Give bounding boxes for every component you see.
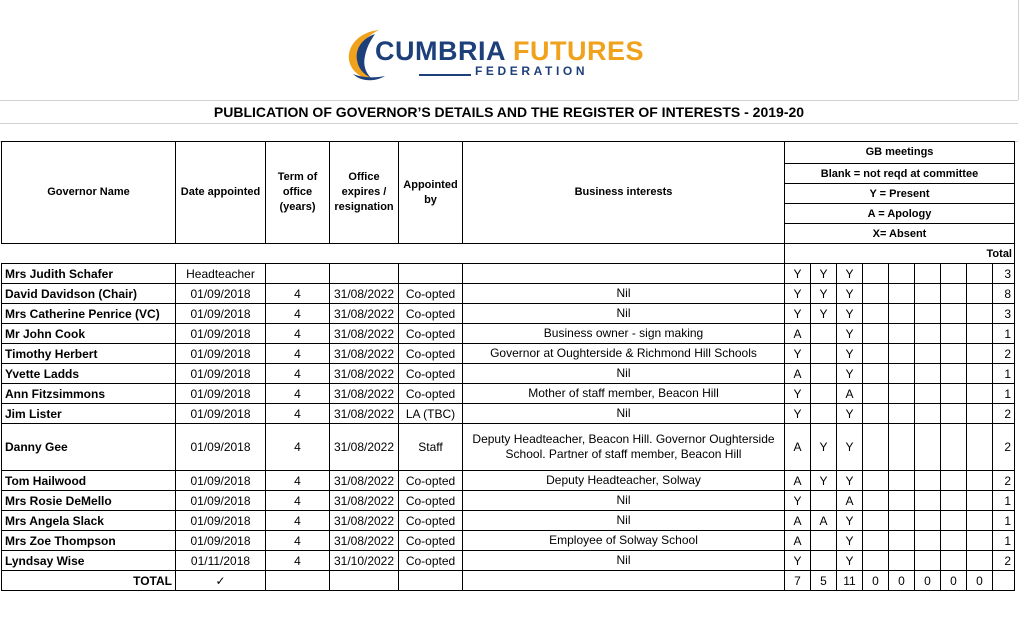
office-expires-cell: 31/08/2022: [330, 364, 399, 384]
attendance-cell: Y: [785, 284, 811, 304]
governor-name-cell: Mrs Zoe Thompson: [2, 531, 176, 551]
attendance-cell: [967, 424, 993, 471]
attendance-cell: Y: [837, 471, 863, 491]
attendance-cell: [967, 511, 993, 531]
attendance-cell: [941, 511, 967, 531]
office-expires-cell: 31/08/2022: [330, 324, 399, 344]
attendance-cell: [915, 531, 941, 551]
attendance-cell: [889, 304, 915, 324]
attendance-cell: Y: [837, 344, 863, 364]
attendance-cell: Y: [837, 324, 863, 344]
business-interests-cell: Nil: [463, 364, 785, 384]
header-business-interests: Business interests: [463, 142, 785, 244]
business-interests-cell: Governor at Oughterside & Richmond Hill Schools: [463, 344, 785, 364]
term-cell: 4: [266, 491, 330, 511]
header-appointed-by: Appointed by: [399, 142, 463, 244]
governor-name-cell: Mrs Catherine Penrice (VC): [2, 304, 176, 324]
attendance-cell: Y: [785, 384, 811, 404]
appointed-by-cell: Co-opted: [399, 551, 463, 571]
attendance-cell: [967, 324, 993, 344]
totals-row: [2, 571, 1015, 591]
appointed-by-cell: Co-opted: [399, 284, 463, 304]
header-office-expires: Office expires / resignation: [330, 142, 399, 244]
attendance-cell: [889, 471, 915, 491]
date-appointed-cell: 01/11/2018: [176, 551, 266, 571]
attendance-cell: Y: [811, 304, 837, 324]
total-cell: 1: [993, 511, 1015, 531]
office-expires-cell: 31/08/2022: [330, 344, 399, 364]
appointed-by-cell: Co-opted: [399, 471, 463, 491]
table-row: [2, 384, 1015, 404]
attendance-cell: [967, 304, 993, 324]
attendance-cell: [811, 364, 837, 384]
total-cell: 2: [993, 404, 1015, 424]
table-row: [2, 264, 1015, 284]
attendance-cell: [941, 551, 967, 571]
attendance-cell: [889, 344, 915, 364]
governor-name-cell: David Davidson (Chair): [2, 284, 176, 304]
attendance-cell: [941, 424, 967, 471]
grand-total-cell: [993, 571, 1015, 591]
term-cell: 4: [266, 404, 330, 424]
attendance-total-cell: 0: [915, 571, 941, 591]
attendance-cell: Y: [837, 404, 863, 424]
attendance-cell: [915, 424, 941, 471]
governor-name-cell: Mr John Cook: [2, 324, 176, 344]
attendance-cell: A: [785, 531, 811, 551]
attendance-cell: [811, 531, 837, 551]
attendance-cell: A: [785, 471, 811, 491]
attendance-cell: [967, 384, 993, 404]
term-cell: 4: [266, 284, 330, 304]
governor-name-cell: Tom Hailwood: [2, 471, 176, 491]
table-row: [2, 404, 1015, 424]
business-interests-cell: Deputy Headteacher, Solway: [463, 471, 785, 491]
date-appointed-cell: 01/09/2018: [176, 471, 266, 491]
attendance-cell: [915, 304, 941, 324]
attendance-total-cell: 5: [811, 571, 837, 591]
governor-name-cell: Mrs Angela Slack: [2, 511, 176, 531]
date-appointed-cell: 01/09/2018: [176, 384, 266, 404]
governor-name-cell: Yvette Ladds: [2, 364, 176, 384]
header-total: Total: [785, 244, 1015, 264]
attendance-cell: A: [811, 511, 837, 531]
spacer-cell: [2, 244, 785, 264]
date-appointed-cell: 01/09/2018: [176, 324, 266, 344]
office-expires-cell: 31/10/2022: [330, 551, 399, 571]
attendance-cell: [941, 364, 967, 384]
empty-cell: [266, 571, 330, 591]
attendance-total-cell: 0: [967, 571, 993, 591]
document-title: PUBLICATION OF GOVERNOR’S DETAILS AND THE REGISTER OF INTERESTS - 2019-20: [213, 104, 805, 120]
business-interests-cell: Mother of staff member, Beacon Hill: [463, 384, 785, 404]
attendance-cell: [863, 471, 889, 491]
date-appointed-cell: 01/09/2018: [176, 424, 266, 471]
attendance-cell: [941, 491, 967, 511]
attendance-cell: Y: [785, 304, 811, 324]
office-expires-cell: 31/08/2022: [330, 531, 399, 551]
governor-name-cell: Ann Fitzsimmons: [2, 384, 176, 404]
attendance-cell: A: [837, 384, 863, 404]
term-cell: 4: [266, 511, 330, 531]
attendance-cell: Y: [811, 284, 837, 304]
attendance-cell: [863, 344, 889, 364]
attendance-cell: [915, 384, 941, 404]
table-row: [2, 471, 1015, 491]
appointed-by-cell: Co-opted: [399, 384, 463, 404]
table-row: [2, 364, 1015, 384]
governor-name-cell: Mrs Rosie DeMello: [2, 491, 176, 511]
governor-name-cell: Mrs Judith Schafer: [2, 264, 176, 284]
total-cell: 1: [993, 364, 1015, 384]
attendance-cell: [889, 384, 915, 404]
business-interests-cell: Nil: [463, 404, 785, 424]
total-cell: 1: [993, 324, 1015, 344]
attendance-cell: A: [785, 324, 811, 344]
attendance-cell: [967, 551, 993, 571]
header-gb-meetings: GB meetings: [785, 142, 1015, 164]
attendance-cell: [967, 284, 993, 304]
term-cell: [266, 264, 330, 284]
attendance-cell: [915, 471, 941, 491]
date-appointed-cell: 01/09/2018: [176, 531, 266, 551]
table-row: [2, 344, 1015, 364]
legend-absent: X= Absent: [785, 224, 1015, 244]
attendance-cell: Y: [837, 364, 863, 384]
term-cell: 4: [266, 304, 330, 324]
attendance-cell: [889, 551, 915, 571]
attendance-cell: A: [785, 364, 811, 384]
attendance-cell: [915, 284, 941, 304]
attendance-cell: [889, 511, 915, 531]
attendance-cell: Y: [837, 284, 863, 304]
attendance-cell: [941, 404, 967, 424]
attendance-cell: [967, 471, 993, 491]
attendance-cell: [863, 384, 889, 404]
office-expires-cell: 31/08/2022: [330, 511, 399, 531]
attendance-cell: [889, 531, 915, 551]
appointed-by-cell: Co-opted: [399, 491, 463, 511]
office-expires-cell: 31/08/2022: [330, 404, 399, 424]
attendance-cell: [941, 344, 967, 364]
attendance-cell: [915, 511, 941, 531]
logo-subtitle: FEDERATION: [475, 64, 589, 78]
table-row: [2, 284, 1015, 304]
term-cell: 4: [266, 364, 330, 384]
date-appointed-cell: 01/09/2018: [176, 284, 266, 304]
attendance-cell: [863, 491, 889, 511]
attendance-cell: [915, 491, 941, 511]
governor-name-cell: Lyndsay Wise: [2, 551, 176, 571]
attendance-cell: [811, 491, 837, 511]
total-cell: 2: [993, 424, 1015, 471]
business-interests-cell: Nil: [463, 304, 785, 324]
total-cell: 8: [993, 284, 1015, 304]
attendance-cell: [863, 324, 889, 344]
appointed-by-cell: Co-opted: [399, 324, 463, 344]
office-expires-cell: [330, 264, 399, 284]
attendance-cell: [967, 364, 993, 384]
attendance-cell: [915, 344, 941, 364]
total-cell: 1: [993, 531, 1015, 551]
empty-cell: [330, 571, 399, 591]
attendance-total-cell: 0: [889, 571, 915, 591]
attendance-cell: [863, 284, 889, 304]
appointed-by-cell: LA (TBC): [399, 404, 463, 424]
header-governor-name: Governor Name: [2, 142, 176, 244]
logo-divider: [419, 74, 471, 76]
federation-logo: [345, 22, 644, 88]
attendance-cell: [941, 264, 967, 284]
attendance-cell: [941, 304, 967, 324]
attendance-cell: Y: [811, 264, 837, 284]
attendance-cell: [863, 511, 889, 531]
appointed-by-cell: Co-opted: [399, 531, 463, 551]
table-row: [2, 304, 1015, 324]
empty-cell: [399, 571, 463, 591]
term-cell: 4: [266, 531, 330, 551]
attendance-total-cell: 0: [863, 571, 889, 591]
term-cell: 4: [266, 344, 330, 364]
attendance-cell: [915, 364, 941, 384]
attendance-cell: [811, 384, 837, 404]
attendance-cell: Y: [837, 424, 863, 471]
total-cell: 1: [993, 384, 1015, 404]
appointed-by-cell: [399, 264, 463, 284]
attendance-total-cell: 7: [785, 571, 811, 591]
attendance-cell: [863, 551, 889, 571]
appointed-by-cell: Co-opted: [399, 344, 463, 364]
appointed-by-cell: Co-opted: [399, 364, 463, 384]
attendance-cell: Y: [837, 531, 863, 551]
business-interests-cell: Business owner - sign making: [463, 324, 785, 344]
attendance-cell: Y: [785, 404, 811, 424]
attendance-cell: [915, 404, 941, 424]
table-row: [2, 424, 1015, 471]
date-appointed-cell: 01/09/2018: [176, 344, 266, 364]
office-expires-cell: 31/08/2022: [330, 471, 399, 491]
attendance-cell: [889, 364, 915, 384]
term-cell: 4: [266, 471, 330, 491]
attendance-cell: [967, 491, 993, 511]
table-row: [2, 531, 1015, 551]
attendance-cell: [863, 404, 889, 424]
attendance-cell: [889, 284, 915, 304]
attendance-cell: [941, 384, 967, 404]
appointed-by-cell: Staff: [399, 424, 463, 471]
governor-register-table: [1, 141, 1015, 591]
attendance-total-cell: 11: [837, 571, 863, 591]
attendance-cell: [863, 424, 889, 471]
business-interests-cell: Nil: [463, 284, 785, 304]
attendance-cell: A: [785, 511, 811, 531]
date-appointed-cell: 01/09/2018: [176, 304, 266, 324]
table-row: [2, 511, 1015, 531]
attendance-cell: [889, 491, 915, 511]
attendance-cell: [863, 364, 889, 384]
business-interests-cell: Nil: [463, 551, 785, 571]
date-appointed-cell: 01/09/2018: [176, 491, 266, 511]
total-cell: 2: [993, 471, 1015, 491]
attendance-cell: Y: [785, 264, 811, 284]
legend-blank: Blank = not reqd at committee: [785, 164, 1015, 184]
attendance-cell: [915, 264, 941, 284]
attendance-cell: Y: [837, 551, 863, 571]
office-expires-cell: 31/08/2022: [330, 424, 399, 471]
attendance-cell: [967, 264, 993, 284]
attendance-cell: [941, 284, 967, 304]
term-cell: 4: [266, 384, 330, 404]
attendance-cell: Y: [837, 264, 863, 284]
attendance-cell: [915, 551, 941, 571]
total-cell: 2: [993, 551, 1015, 571]
business-interests-cell: Nil: [463, 511, 785, 531]
logo-row: [0, 0, 1019, 100]
attendance-cell: [811, 324, 837, 344]
business-interests-cell: [463, 264, 785, 284]
business-interests-cell: Employee of Solway School: [463, 531, 785, 551]
total-cell: 1: [993, 491, 1015, 511]
attendance-cell: [889, 424, 915, 471]
attendance-cell: [915, 324, 941, 344]
attendance-cell: Y: [837, 304, 863, 324]
legend-present: Y = Present: [785, 184, 1015, 204]
term-cell: 4: [266, 551, 330, 571]
table-row: [2, 491, 1015, 511]
office-expires-cell: 31/08/2022: [330, 304, 399, 324]
attendance-cell: Y: [785, 344, 811, 364]
table-row: [2, 551, 1015, 571]
attendance-cell: [889, 324, 915, 344]
attendance-cell: [941, 471, 967, 491]
blank-row: [0, 123, 1018, 142]
business-interests-cell: Nil: [463, 491, 785, 511]
table-row: [2, 324, 1015, 344]
totals-label: TOTAL: [2, 571, 176, 591]
empty-cell: [463, 571, 785, 591]
attendance-cell: Y: [785, 551, 811, 571]
title-row: [0, 100, 1018, 124]
attendance-cell: Y: [811, 471, 837, 491]
attendance-cell: [811, 551, 837, 571]
header-term-of-office: Term of office (years): [266, 142, 330, 244]
attendance-cell: [811, 404, 837, 424]
attendance-cell: [941, 324, 967, 344]
attendance-cell: [863, 531, 889, 551]
attendance-cell: A: [837, 491, 863, 511]
date-appointed-cell: Headteacher: [176, 264, 266, 284]
attendance-cell: [967, 344, 993, 364]
legend-apology: A = Apology: [785, 204, 1015, 224]
term-cell: 4: [266, 424, 330, 471]
business-interests-cell: Deputy Headteacher, Beacon Hill. Governor Oughterside School. Partner of staff member, Beacon Hill: [463, 424, 785, 471]
tick-mark: ✓: [176, 571, 266, 591]
total-cell: 3: [993, 264, 1015, 284]
term-cell: 4: [266, 324, 330, 344]
office-expires-cell: 31/08/2022: [330, 284, 399, 304]
governor-name-cell: Jim Lister: [2, 404, 176, 424]
attendance-cell: [811, 344, 837, 364]
date-appointed-cell: 01/09/2018: [176, 511, 266, 531]
appointed-by-cell: Co-opted: [399, 511, 463, 531]
attendance-cell: [967, 531, 993, 551]
header-date-appointed: Date appointed: [176, 142, 266, 244]
attendance-cell: [941, 531, 967, 551]
attendance-cell: [967, 404, 993, 424]
office-expires-cell: 31/08/2022: [330, 491, 399, 511]
attendance-cell: Y: [837, 511, 863, 531]
attendance-cell: Y: [811, 424, 837, 471]
attendance-cell: [889, 264, 915, 284]
appointed-by-cell: Co-opted: [399, 304, 463, 324]
attendance-total-cell: 0: [941, 571, 967, 591]
date-appointed-cell: 01/09/2018: [176, 404, 266, 424]
governor-name-cell: Timothy Herbert: [2, 344, 176, 364]
date-appointed-cell: 01/09/2018: [176, 364, 266, 384]
attendance-cell: [863, 304, 889, 324]
total-cell: 2: [993, 344, 1015, 364]
governor-name-cell: Danny Gee: [2, 424, 176, 471]
total-cell: 3: [993, 304, 1015, 324]
office-expires-cell: 31/08/2022: [330, 384, 399, 404]
attendance-cell: [889, 404, 915, 424]
attendance-cell: A: [785, 424, 811, 471]
attendance-cell: [863, 264, 889, 284]
attendance-cell: Y: [785, 491, 811, 511]
logo-wordmark: CUMBRIA FUTURES: [375, 36, 644, 66]
